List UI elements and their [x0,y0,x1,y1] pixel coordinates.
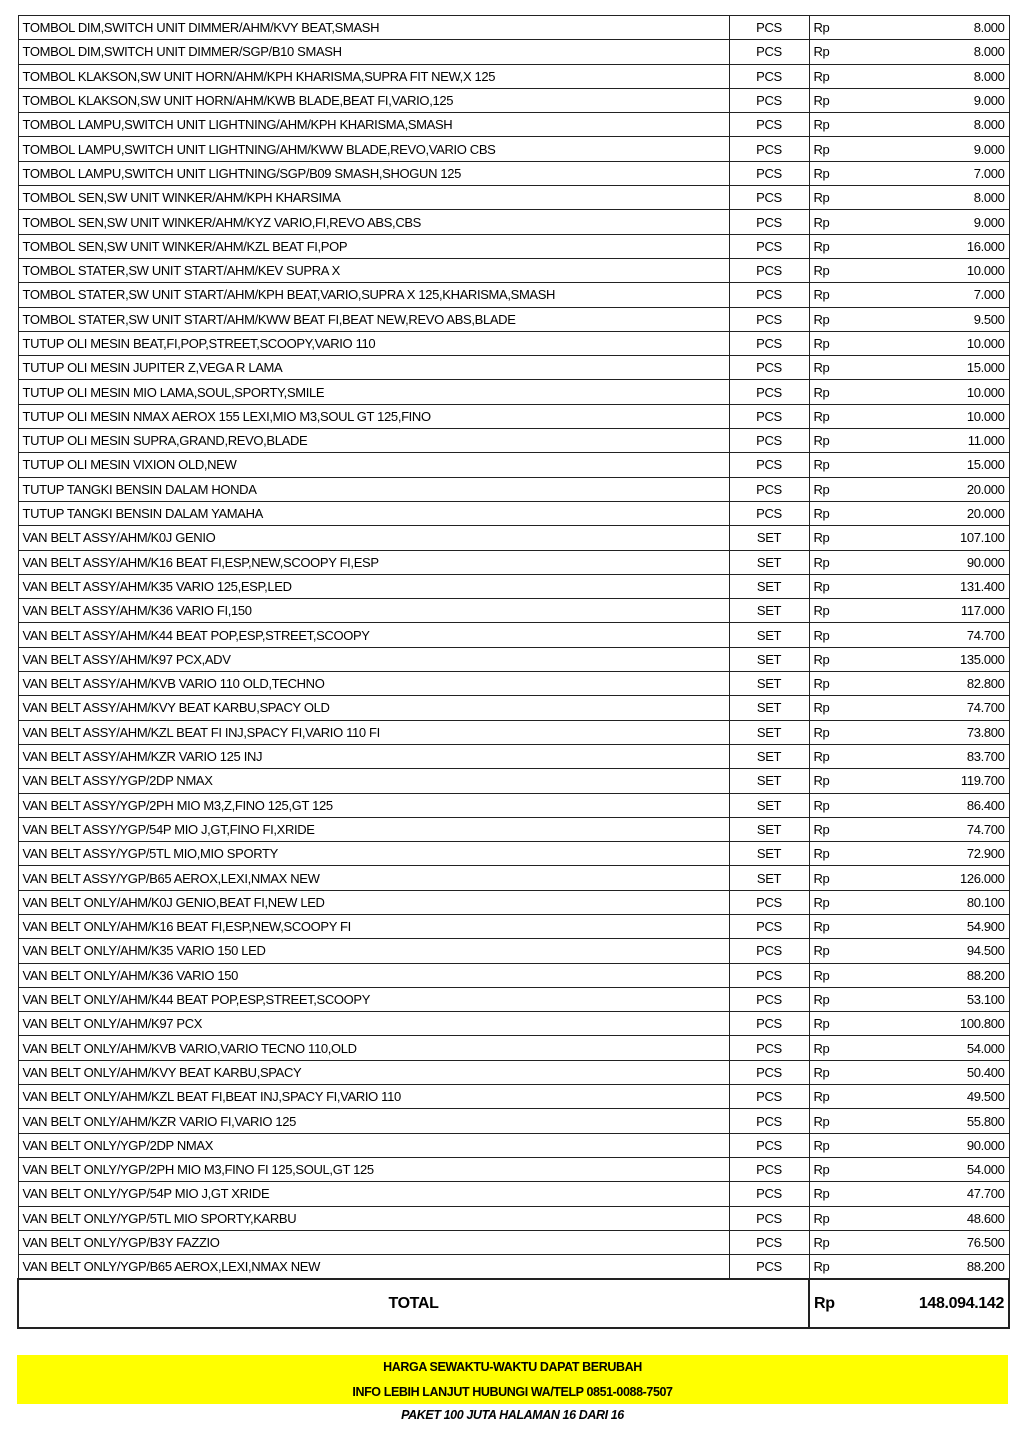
item-price: 117.000 [849,599,1009,623]
item-unit: SET [729,550,809,574]
table-row [18,186,1009,210]
item-unit: PCS [729,1109,809,1133]
item-name: TUTUP OLI MESIN NMAX AEROX 155 LEXI,MIO M3,SOUL GT 125,FINO [18,404,729,428]
item-name: TUTUP OLI MESIN JUPITER Z,VEGA R LAMA [18,356,729,380]
table-row [18,258,1009,282]
item-currency: Rp [809,1230,849,1254]
item-unit: PCS [729,16,809,40]
item-price: 50.400 [849,1060,1009,1084]
item-currency: Rp [809,283,849,307]
item-unit: PCS [729,1012,809,1036]
item-name: TOMBOL STATER,SW UNIT START/AHM/KEV SUPRA X [18,258,729,282]
item-name: VAN BELT ASSY/AHM/K35 VARIO 125,ESP,LED [18,574,729,598]
item-currency: Rp [809,647,849,671]
item-price: 10.000 [849,404,1009,428]
item-unit: PCS [729,477,809,501]
item-currency: Rp [809,258,849,282]
item-price: 72.900 [849,842,1009,866]
table-row [18,307,1009,331]
item-price: 20.000 [849,477,1009,501]
item-currency: Rp [809,842,849,866]
table-row [18,1255,1009,1280]
table-row [18,1206,1009,1230]
item-name: TUTUP OLI MESIN MIO LAMA,SOUL,SPORTY,SMILE [18,380,729,404]
item-price: 54.000 [849,1157,1009,1181]
table-row [18,477,1009,501]
item-name: VAN BELT ASSY/YGP/B65 AEROX,LEXI,NMAX NEW [18,866,729,890]
item-unit: PCS [729,1036,809,1060]
item-name: TUTUP TANGKI BENSIN DALAM HONDA [18,477,729,501]
item-currency: Rp [809,963,849,987]
item-name: TOMBOL DIM,SWITCH UNIT DIMMER/AHM/KVY BEAT,SMASH [18,16,729,40]
item-currency: Rp [809,1157,849,1181]
item-price: 94.500 [849,939,1009,963]
item-price: 48.600 [849,1206,1009,1230]
table-row [18,793,1009,817]
item-price: 88.200 [849,1255,1009,1280]
item-unit: PCS [729,356,809,380]
item-unit: PCS [729,380,809,404]
table-row [18,88,1009,112]
item-currency: Rp [809,866,849,890]
item-unit: SET [729,769,809,793]
item-name: VAN BELT ONLY/AHM/K36 VARIO 150 [18,963,729,987]
item-currency: Rp [809,234,849,258]
item-name: VAN BELT ASSY/AHM/K44 BEAT POP,ESP,STREET,SCOOPY [18,623,729,647]
item-unit: SET [729,696,809,720]
item-price: 15.000 [849,453,1009,477]
item-price: 82.800 [849,672,1009,696]
page-footer: PAKET 100 JUTA HALAMAN 16 DARI 16 [401,1408,624,1422]
item-price: 10.000 [849,258,1009,282]
item-name: TOMBOL STATER,SW UNIT START/AHM/KWW BEAT FI,BEAT NEW,REVO ABS,BLADE [18,307,729,331]
table-row [18,1036,1009,1060]
item-price: 7.000 [849,283,1009,307]
item-price: 80.100 [849,890,1009,914]
table-row [18,380,1009,404]
item-unit: PCS [729,210,809,234]
item-currency: Rp [809,1255,849,1280]
item-name: VAN BELT ASSY/AHM/K16 BEAT FI,ESP,NEW,SCOOPY FI,ESP [18,550,729,574]
item-name: VAN BELT ONLY/AHM/K16 BEAT FI,ESP,NEW,SCOOPY FI [18,914,729,938]
item-unit: PCS [729,186,809,210]
notice-banner [17,1355,1008,1404]
item-name: TOMBOL SEN,SW UNIT WINKER/AHM/KYZ VARIO,FI,REVO ABS,CBS [18,210,729,234]
item-currency: Rp [809,1012,849,1036]
item-name: VAN BELT ASSY/AHM/KVB VARIO 110 OLD,TECHNO [18,672,729,696]
item-name: VAN BELT ONLY/AHM/K44 BEAT POP,ESP,STREET,SCOOPY [18,987,729,1011]
table-row [18,1109,1009,1133]
table-row [18,40,1009,64]
item-name: VAN BELT ASSY/AHM/KZL BEAT FI INJ,SPACY FI,VARIO 110 FI [18,720,729,744]
item-name: VAN BELT ONLY/AHM/K0J GENIO,BEAT FI,NEW LED [18,890,729,914]
item-name: TUTUP OLI MESIN BEAT,FI,POP,STREET,SCOOPY,VARIO 110 [18,331,729,355]
item-name: TOMBOL SEN,SW UNIT WINKER/AHM/KPH KHARSIMA [18,186,729,210]
table-row [18,817,1009,841]
table-row [18,744,1009,768]
item-price: 8.000 [849,64,1009,88]
table-row [18,1157,1009,1181]
table-row [18,599,1009,623]
item-price: 73.800 [849,720,1009,744]
item-currency: Rp [809,16,849,40]
item-unit: SET [729,793,809,817]
table-row [18,16,1009,40]
item-unit: SET [729,842,809,866]
item-price: 49.500 [849,1085,1009,1109]
item-name: VAN BELT ONLY/AHM/KZR VARIO FI,VARIO 125 [18,1109,729,1133]
item-unit: PCS [729,161,809,185]
item-price: 9.000 [849,137,1009,161]
item-unit: PCS [729,404,809,428]
price-list-table [17,15,1010,1329]
item-currency: Rp [809,914,849,938]
item-currency: Rp [809,793,849,817]
item-unit: PCS [729,1230,809,1254]
item-name: VAN BELT ONLY/YGP/2DP NMAX [18,1133,729,1157]
table-row [18,404,1009,428]
item-currency: Rp [809,1133,849,1157]
item-currency: Rp [809,890,849,914]
item-unit: PCS [729,234,809,258]
table-row [18,842,1009,866]
item-price: 9.000 [849,88,1009,112]
table-row [18,331,1009,355]
table-row [18,161,1009,185]
item-currency: Rp [809,404,849,428]
item-name: VAN BELT ONLY/AHM/K97 PCX [18,1012,729,1036]
table-row [18,1085,1009,1109]
item-name: TUTUP OLI MESIN SUPRA,GRAND,REVO,BLADE [18,429,729,453]
item-name: VAN BELT ASSY/AHM/K36 VARIO FI,150 [18,599,729,623]
item-currency: Rp [809,477,849,501]
item-unit: PCS [729,1157,809,1181]
table-row [18,283,1009,307]
table-row [18,64,1009,88]
item-currency: Rp [809,64,849,88]
price-list-body [18,16,1009,1280]
item-currency: Rp [809,161,849,185]
item-name: TUTUP OLI MESIN VIXION OLD,NEW [18,453,729,477]
item-name: TOMBOL SEN,SW UNIT WINKER/AHM/KZL BEAT FI,POP [18,234,729,258]
notice-price-change: HARGA SEWAKTU-WAKTU DAPAT BERUBAH [383,1360,642,1374]
item-unit: SET [729,526,809,550]
item-currency: Rp [809,1182,849,1206]
item-unit: PCS [729,113,809,137]
item-price: 8.000 [849,16,1009,40]
total-currency: Rp [809,1279,849,1328]
table-row [18,1182,1009,1206]
table-row [18,1133,1009,1157]
table-row [18,914,1009,938]
total-value: 148.094.142 [849,1279,1009,1328]
table-row [18,234,1009,258]
item-unit: PCS [729,939,809,963]
item-price: 86.400 [849,793,1009,817]
item-currency: Rp [809,574,849,598]
item-price: 135.000 [849,647,1009,671]
item-currency: Rp [809,210,849,234]
item-unit: PCS [729,1206,809,1230]
table-row [18,1230,1009,1254]
item-price: 16.000 [849,234,1009,258]
item-name: VAN BELT ASSY/AHM/KZR VARIO 125 INJ [18,744,729,768]
item-price: 74.700 [849,817,1009,841]
notice-contact: INFO LEBIH LANJUT HUBUNGI WA/TELP 0851-0088-7507 [352,1384,673,1399]
table-row [18,987,1009,1011]
item-unit: PCS [729,1085,809,1109]
table-row [18,113,1009,137]
item-price: 15.000 [849,356,1009,380]
item-currency: Rp [809,744,849,768]
item-name: VAN BELT ASSY/AHM/KVY BEAT KARBU,SPACY OLD [18,696,729,720]
item-unit: SET [729,866,809,890]
item-unit: PCS [729,987,809,1011]
item-unit: PCS [729,429,809,453]
table-row [18,623,1009,647]
table-row [18,574,1009,598]
item-currency: Rp [809,453,849,477]
item-price: 119.700 [849,769,1009,793]
item-name: VAN BELT ONLY/YGP/B65 AEROX,LEXI,NMAX NEW [18,1255,729,1280]
item-price: 53.100 [849,987,1009,1011]
item-currency: Rp [809,137,849,161]
item-unit: PCS [729,1255,809,1280]
item-name: TOMBOL LAMPU,SWITCH UNIT LIGHTNING/AHM/KPH KHARISMA,SMASH [18,113,729,137]
table-row [18,647,1009,671]
item-price: 7.000 [849,161,1009,185]
item-name: VAN BELT ONLY/YGP/54P MIO J,GT XRIDE [18,1182,729,1206]
item-price: 8.000 [849,113,1009,137]
item-price: 107.100 [849,526,1009,550]
table-row [18,963,1009,987]
table-row [18,429,1009,453]
item-name: TUTUP TANGKI BENSIN DALAM YAMAHA [18,501,729,525]
item-unit: PCS [729,890,809,914]
item-name: VAN BELT ASSY/YGP/2DP NMAX [18,769,729,793]
item-name: VAN BELT ASSY/YGP/2PH MIO M3,Z,FINO 125,GT 125 [18,793,729,817]
item-currency: Rp [809,380,849,404]
item-unit: PCS [729,1060,809,1084]
item-unit: PCS [729,283,809,307]
item-unit: PCS [729,88,809,112]
item-price: 100.800 [849,1012,1009,1036]
item-price: 90.000 [849,550,1009,574]
table-row [18,137,1009,161]
item-currency: Rp [809,356,849,380]
table-row [18,890,1009,914]
total-label: TOTAL [18,1279,809,1328]
item-name: TOMBOL KLAKSON,SW UNIT HORN/AHM/KPH KHARISMA,SUPRA FIT NEW,X 125 [18,64,729,88]
item-unit: PCS [729,331,809,355]
item-price: 54.900 [849,914,1009,938]
item-currency: Rp [809,696,849,720]
item-currency: Rp [809,720,849,744]
item-unit: PCS [729,40,809,64]
item-unit: PCS [729,1133,809,1157]
item-currency: Rp [809,623,849,647]
item-price: 74.700 [849,623,1009,647]
item-currency: Rp [809,1085,849,1109]
item-unit: PCS [729,453,809,477]
item-unit: PCS [729,64,809,88]
item-unit: PCS [729,258,809,282]
item-name: VAN BELT ONLY/AHM/KVB VARIO,VARIO TECNO 110,OLD [18,1036,729,1060]
item-currency: Rp [809,1036,849,1060]
item-unit: PCS [729,137,809,161]
item-price: 9.500 [849,307,1009,331]
item-price: 10.000 [849,380,1009,404]
table-row [18,501,1009,525]
item-currency: Rp [809,1060,849,1084]
item-unit: PCS [729,501,809,525]
item-name: VAN BELT ASSY/AHM/K97 PCX,ADV [18,647,729,671]
item-price: 20.000 [849,501,1009,525]
item-unit: PCS [729,1182,809,1206]
item-price: 8.000 [849,40,1009,64]
table-row [18,453,1009,477]
total-row [18,1279,1009,1328]
item-name: TOMBOL KLAKSON,SW UNIT HORN/AHM/KWB BLADE,BEAT FI,VARIO,125 [18,88,729,112]
item-currency: Rp [809,987,849,1011]
table-row [18,696,1009,720]
item-currency: Rp [809,599,849,623]
item-price: 55.800 [849,1109,1009,1133]
item-name: VAN BELT ASSY/AHM/K0J GENIO [18,526,729,550]
item-price: 54.000 [849,1036,1009,1060]
item-price: 10.000 [849,331,1009,355]
item-price: 76.500 [849,1230,1009,1254]
item-name: VAN BELT ONLY/YGP/5TL MIO SPORTY,KARBU [18,1206,729,1230]
item-name: TOMBOL STATER,SW UNIT START/AHM/KPH BEAT,VARIO,SUPRA X 125,KHARISMA,SMASH [18,283,729,307]
item-price: 83.700 [849,744,1009,768]
item-currency: Rp [809,1109,849,1133]
item-name: VAN BELT ONLY/AHM/KVY BEAT KARBU,SPACY [18,1060,729,1084]
item-currency: Rp [809,1206,849,1230]
item-price: 8.000 [849,186,1009,210]
item-currency: Rp [809,526,849,550]
item-unit: SET [729,744,809,768]
table-row [18,939,1009,963]
item-unit: SET [729,599,809,623]
item-price: 47.700 [849,1182,1009,1206]
table-row [18,769,1009,793]
item-name: TOMBOL LAMPU,SWITCH UNIT LIGHTNING/SGP/B09 SMASH,SHOGUN 125 [18,161,729,185]
item-currency: Rp [809,429,849,453]
item-unit: PCS [729,963,809,987]
item-currency: Rp [809,939,849,963]
item-currency: Rp [809,113,849,137]
item-unit: PCS [729,914,809,938]
item-currency: Rp [809,40,849,64]
item-price: 131.400 [849,574,1009,598]
item-name: VAN BELT ONLY/YGP/B3Y FAZZIO [18,1230,729,1254]
table-row [18,356,1009,380]
item-unit: PCS [729,307,809,331]
item-price: 90.000 [849,1133,1009,1157]
table-row [18,526,1009,550]
item-unit: SET [729,623,809,647]
item-currency: Rp [809,769,849,793]
table-row [18,210,1009,234]
item-unit: SET [729,647,809,671]
item-name: TOMBOL LAMPU,SWITCH UNIT LIGHTNING/AHM/KWW BLADE,REVO,VARIO CBS [18,137,729,161]
item-unit: SET [729,574,809,598]
item-name: VAN BELT ONLY/AHM/KZL BEAT FI,BEAT INJ,SPACY FI,VARIO 110 [18,1085,729,1109]
table-row [18,672,1009,696]
item-name: VAN BELT ASSY/YGP/5TL MIO,MIO SPORTY [18,842,729,866]
item-currency: Rp [809,550,849,574]
item-currency: Rp [809,331,849,355]
item-currency: Rp [809,672,849,696]
item-price: 126.000 [849,866,1009,890]
item-name: VAN BELT ASSY/YGP/54P MIO J,GT,FINO FI,XRIDE [18,817,729,841]
table-row [18,1012,1009,1036]
item-name: TOMBOL DIM,SWITCH UNIT DIMMER/SGP/B10 SMASH [18,40,729,64]
table-row [18,866,1009,890]
item-currency: Rp [809,307,849,331]
item-name: VAN BELT ONLY/YGP/2PH MIO M3,FINO FI 125,SOUL,GT 125 [18,1157,729,1181]
item-currency: Rp [809,186,849,210]
item-unit: SET [729,672,809,696]
table-row [18,1060,1009,1084]
item-unit: SET [729,817,809,841]
table-row [18,550,1009,574]
item-price: 11.000 [849,429,1009,453]
item-price: 74.700 [849,696,1009,720]
item-currency: Rp [809,88,849,112]
table-row [18,720,1009,744]
item-price: 88.200 [849,963,1009,987]
item-currency: Rp [809,817,849,841]
item-unit: SET [729,720,809,744]
item-name: VAN BELT ONLY/AHM/K35 VARIO 150 LED [18,939,729,963]
item-price: 9.000 [849,210,1009,234]
item-currency: Rp [809,501,849,525]
